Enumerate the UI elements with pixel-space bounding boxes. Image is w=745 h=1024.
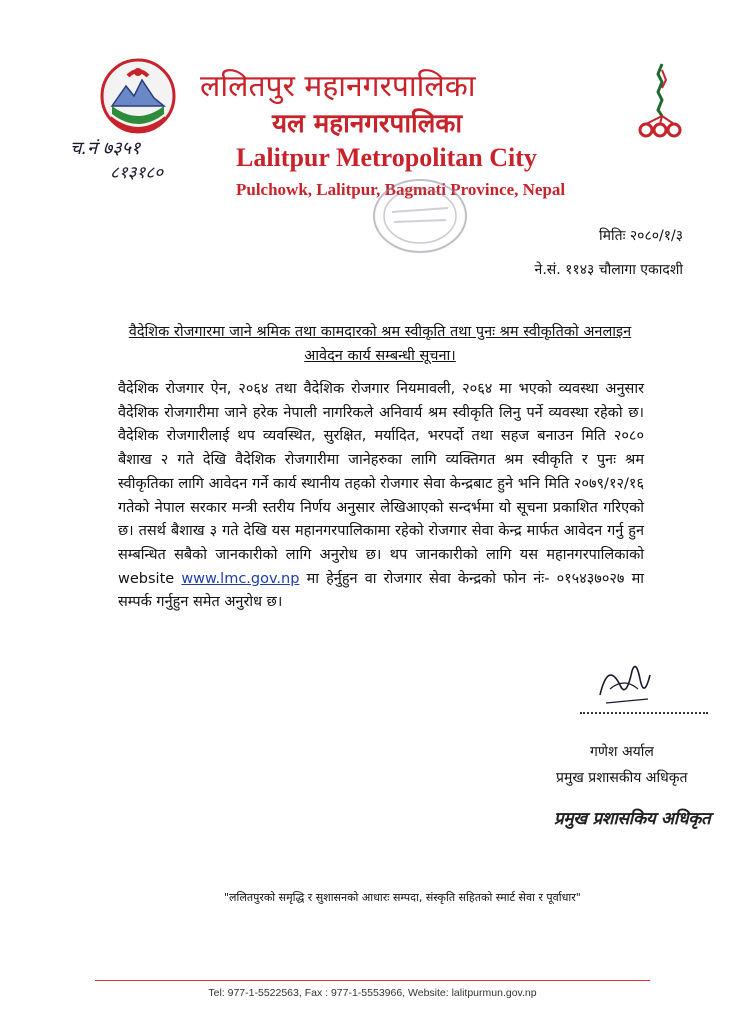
footer-contact: Tel: 977-1-5522563, Fax : 977-1-5553966, Website: lalitpurmun.gov.np xyxy=(208,987,537,999)
signer-title: प्रमुख प्रशासकीय अधिकृत xyxy=(556,770,688,786)
title-english: Lalitpur Metropolitan City xyxy=(236,143,537,172)
office-address: Pulchowk, Lalitpur, Bagmati Province, Nepal xyxy=(236,180,566,199)
notice-body xyxy=(118,378,644,615)
body-text-part-2: मा हेर्नुहुन वा रोजगार सेवा केन्द्रको फोन नंः- ०१५४३७०२७ मा सम्पर्क गर्नुहुन समेत अनुरोध छ। xyxy=(118,570,644,611)
signature-icon xyxy=(590,655,660,713)
body-text-part-1: वैदेशिक रोजगार ऐन, २०६४ तथा वैदेशिक रोजगार नियमावली, २०६४ मा भएको व्यवस्था अनुसार वैदेशिक रोजगारीमा जाने हरेक नेपाली नागरिकले अनिवार्य श्रम स्वीकृति लिनु पर्ने व्यवस्था रहेको छ। वैदेशिक रोजगारीलाई थप व्यवस्थित, सुरक्षित, मर्यादित, भरपर्दो तथा सहज बनाउन मिति २०८० बैशाख २ गते देखि वैदेशिक रोजगारीमा जानेहरुका लागि व्यक्तिगत श्रम स्वीकृति र पुनः श्रम स्वीकृतिका लागि आवेदन गर्ने कार्य स्थानीय तहको रोजगार सेवा केन्द्रबाट हुने भनि मिति २०७९/१२/१६ गतेको नेपाल सरकार मन्त्री स्तरीय निर्णय अनुसार लेखिआएको सन्दर्भमा यो सूचना प्रकाशित गरिएको छ। तसर्थ बैशाख ३ गते देखि यस महानगरपालिकामा रहेको रोजगार सेवा केन्द्र मार्फत आवेदन गर्नु हुन सम्बन्धित सबैको जानकारीको लागि अनुरोध छ। थप जानकारीको लागि यस महानगरपालिकाको website xyxy=(118,381,644,587)
lalitpur-emblem-icon xyxy=(634,60,690,144)
designation-stamp: प्रमुख प्रशासकिय अधिकृत xyxy=(554,809,711,829)
slogan: "ललितपुरको समृद्धि र सुशासनको आधारः सम्पदा, संस्कृति सहितको स्मार्ट सेवा र पूर्वाधार" xyxy=(224,891,581,904)
signer-name: गणेश अर्याल xyxy=(590,744,654,760)
nepal-government-emblem-icon xyxy=(98,56,178,136)
letter-date: मितिः २०८०/१/३ xyxy=(599,228,683,244)
handwritten-reference-number: च.नं ७३५१ xyxy=(70,138,141,159)
footer-divider xyxy=(95,980,650,981)
title-newari: यल महानगरपालिका xyxy=(272,109,463,139)
signature-line xyxy=(580,712,708,714)
handwritten-registration-number: ८१३१८० xyxy=(110,163,164,183)
nepal-samvat-date: ने.सं. ११४३ चौलागा एकादशी xyxy=(534,262,683,278)
notice-subject: वैदेशिक रोजगारमा जाने श्रमिक तथा कामदारको श्रम स्वीकृति तथा पुनः श्रम स्वीकृतिको अनलाइन आवेदन कार्य सम्बन्धी सूचना। xyxy=(128,324,632,364)
title-nepali: ललितपुर महानगरपालिका xyxy=(200,69,476,104)
website-link[interactable]: www.lmc.gov.np xyxy=(181,570,300,587)
office-stamp-icon xyxy=(370,176,470,256)
